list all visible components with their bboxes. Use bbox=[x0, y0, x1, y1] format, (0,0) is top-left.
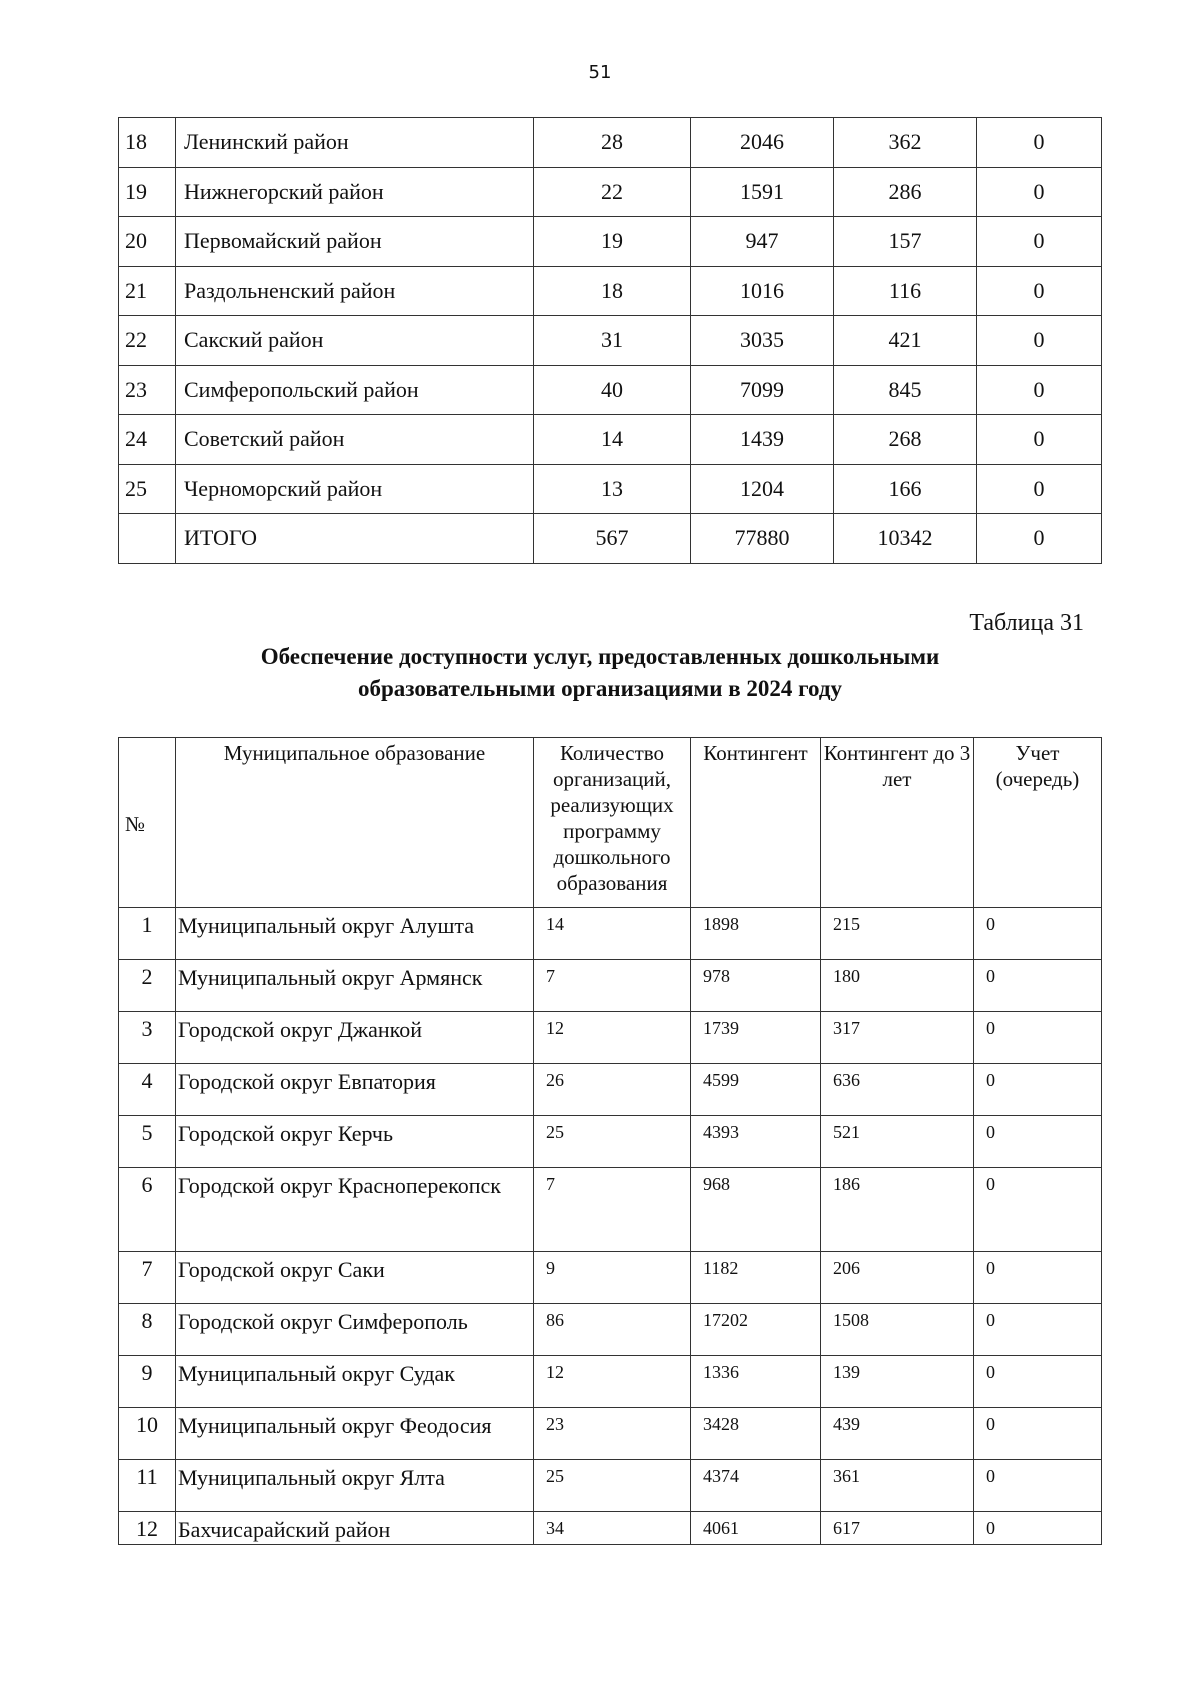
cell-name: Муниципальный округ Ялта bbox=[176, 1460, 534, 1512]
cell-num: 18 bbox=[119, 118, 176, 168]
cell-name: Городской округ Красноперекопск bbox=[176, 1168, 534, 1252]
cell-orgs: 22 bbox=[534, 167, 691, 217]
cell-num: 7 bbox=[119, 1252, 176, 1304]
cell-under3: 617 bbox=[821, 1512, 974, 1545]
cell-orgs: 31 bbox=[534, 316, 691, 366]
cell-num: 24 bbox=[119, 415, 176, 465]
cell-queue: 0 bbox=[974, 908, 1102, 960]
cell-name: Первомайский район bbox=[176, 217, 534, 267]
cell-queue: 0 bbox=[977, 514, 1102, 564]
cell-name: Муниципальный округ Алушта bbox=[176, 908, 534, 960]
cell-name: Ленинский район bbox=[176, 118, 534, 168]
cell-contingent: 1336 bbox=[691, 1356, 821, 1408]
districts-table-continued bbox=[118, 117, 1102, 564]
table-row bbox=[119, 1168, 1102, 1252]
table-row bbox=[119, 217, 1102, 267]
cell-under3: 139 bbox=[821, 1356, 974, 1408]
cell-contingent: 77880 bbox=[691, 514, 834, 564]
cell-under3: 1508 bbox=[821, 1304, 974, 1356]
cell-orgs: 26 bbox=[534, 1064, 691, 1116]
cell-orgs: 12 bbox=[534, 1012, 691, 1064]
table-row bbox=[119, 316, 1102, 366]
cell-num: 20 bbox=[119, 217, 176, 267]
cell-num: 8 bbox=[119, 1304, 176, 1356]
cell-contingent: 1204 bbox=[691, 464, 834, 514]
cell-name: Нижнегорский район bbox=[176, 167, 534, 217]
cell-under3: 166 bbox=[834, 464, 977, 514]
table-row bbox=[119, 1252, 1102, 1304]
cell-contingent: 4393 bbox=[691, 1116, 821, 1168]
page-number: 51 bbox=[588, 62, 612, 83]
table-row bbox=[119, 118, 1102, 168]
cell-under3: 636 bbox=[821, 1064, 974, 1116]
cell-contingent: 1591 bbox=[691, 167, 834, 217]
table-row bbox=[119, 167, 1102, 217]
cell-name: Городской округ Саки bbox=[176, 1252, 534, 1304]
table-row bbox=[119, 1356, 1102, 1408]
table-row bbox=[119, 1304, 1102, 1356]
cell-name: Муниципальный округ Феодосия bbox=[176, 1408, 534, 1460]
cell-under3: 421 bbox=[834, 316, 977, 366]
cell-under3: 286 bbox=[834, 167, 977, 217]
cell-name: ИТОГО bbox=[176, 514, 534, 564]
cell-orgs: 567 bbox=[534, 514, 691, 564]
cell-contingent: 1898 bbox=[691, 908, 821, 960]
table-caption: Таблица 31 bbox=[969, 610, 1084, 636]
cell-contingent: 978 bbox=[691, 960, 821, 1012]
cell-under3: 268 bbox=[834, 415, 977, 465]
cell-orgs: 18 bbox=[534, 266, 691, 316]
cell-under3: 439 bbox=[821, 1408, 974, 1460]
cell-contingent: 4061 bbox=[691, 1512, 821, 1545]
cell-queue: 0 bbox=[977, 464, 1102, 514]
cell-contingent: 3428 bbox=[691, 1408, 821, 1460]
cell-name: Симферопольский район bbox=[176, 365, 534, 415]
cell-num: 21 bbox=[119, 266, 176, 316]
cell-num: 10 bbox=[119, 1408, 176, 1460]
cell-contingent: 7099 bbox=[691, 365, 834, 415]
table-row bbox=[119, 1512, 1102, 1545]
cell-queue: 0 bbox=[977, 217, 1102, 267]
cell-orgs: 9 bbox=[534, 1252, 691, 1304]
cell-contingent: 1016 bbox=[691, 266, 834, 316]
cell-orgs: 13 bbox=[534, 464, 691, 514]
cell-queue: 0 bbox=[974, 1356, 1102, 1408]
cell-queue: 0 bbox=[974, 1460, 1102, 1512]
cell-orgs: 14 bbox=[534, 415, 691, 465]
cell-under3: 361 bbox=[821, 1460, 974, 1512]
table-row bbox=[119, 960, 1102, 1012]
table-row bbox=[119, 464, 1102, 514]
header-org-count: Количество организаций, реализующих программу дошкольного образования bbox=[534, 738, 691, 908]
cell-under3: 186 bbox=[821, 1168, 974, 1252]
cell-contingent: 2046 bbox=[691, 118, 834, 168]
cell-contingent: 1739 bbox=[691, 1012, 821, 1064]
cell-under3: 180 bbox=[821, 960, 974, 1012]
table-row bbox=[119, 415, 1102, 465]
cell-contingent: 947 bbox=[691, 217, 834, 267]
cell-under3: 157 bbox=[834, 217, 977, 267]
cell-num: 12 bbox=[119, 1512, 176, 1545]
cell-name: Бахчисарайский район bbox=[176, 1512, 534, 1545]
table-title bbox=[0, 641, 1200, 705]
cell-orgs: 14 bbox=[534, 908, 691, 960]
cell-num: 6 bbox=[119, 1168, 176, 1252]
cell-name: Муниципальный округ Судак bbox=[176, 1356, 534, 1408]
cell-num: 4 bbox=[119, 1064, 176, 1116]
cell-under3: 116 bbox=[834, 266, 977, 316]
cell-num: 1 bbox=[119, 908, 176, 960]
cell-under3: 362 bbox=[834, 118, 977, 168]
cell-under3: 317 bbox=[821, 1012, 974, 1064]
cell-under3: 215 bbox=[821, 908, 974, 960]
cell-name: Муниципальный округ Армянск bbox=[176, 960, 534, 1012]
cell-queue: 0 bbox=[977, 316, 1102, 366]
cell-orgs: 25 bbox=[534, 1116, 691, 1168]
cell-contingent: 3035 bbox=[691, 316, 834, 366]
header-municipality: Муниципальное образование bbox=[176, 738, 534, 908]
cell-queue: 0 bbox=[974, 1116, 1102, 1168]
cell-orgs: 23 bbox=[534, 1408, 691, 1460]
cell-contingent: 1182 bbox=[691, 1252, 821, 1304]
table-row bbox=[119, 266, 1102, 316]
cell-queue: 0 bbox=[974, 1064, 1102, 1116]
cell-num: 19 bbox=[119, 167, 176, 217]
cell-orgs: 19 bbox=[534, 217, 691, 267]
cell-under3: 10342 bbox=[834, 514, 977, 564]
cell-num: 3 bbox=[119, 1012, 176, 1064]
header-queue: Учет (очередь) bbox=[974, 738, 1102, 908]
header-num: № bbox=[119, 738, 176, 908]
table-row bbox=[119, 1012, 1102, 1064]
cell-orgs: 7 bbox=[534, 960, 691, 1012]
cell-num bbox=[119, 514, 176, 564]
table-row bbox=[119, 1408, 1102, 1460]
cell-queue: 0 bbox=[974, 1408, 1102, 1460]
cell-num: 5 bbox=[119, 1116, 176, 1168]
cell-under3: 845 bbox=[834, 365, 977, 415]
cell-queue: 0 bbox=[974, 1012, 1102, 1064]
cell-queue: 0 bbox=[977, 266, 1102, 316]
cell-queue: 0 bbox=[977, 415, 1102, 465]
cell-queue: 0 bbox=[974, 960, 1102, 1012]
table-title-line-1: Обеспечение доступности услуг, предоставленных дошкольными bbox=[260, 644, 940, 669]
cell-contingent: 1439 bbox=[691, 415, 834, 465]
cell-orgs: 12 bbox=[534, 1356, 691, 1408]
cell-name: Городской округ Джанкой bbox=[176, 1012, 534, 1064]
cell-orgs: 40 bbox=[534, 365, 691, 415]
cell-orgs: 34 bbox=[534, 1512, 691, 1545]
table-row bbox=[119, 908, 1102, 960]
cell-num: 23 bbox=[119, 365, 176, 415]
cell-orgs: 86 bbox=[534, 1304, 691, 1356]
cell-queue: 0 bbox=[977, 118, 1102, 168]
cell-num: 9 bbox=[119, 1356, 176, 1408]
cell-num: 22 bbox=[119, 316, 176, 366]
table-row bbox=[119, 514, 1102, 564]
preschool-services-table bbox=[118, 737, 1102, 1545]
cell-num: 11 bbox=[119, 1460, 176, 1512]
cell-orgs: 28 bbox=[534, 118, 691, 168]
table-row bbox=[119, 1116, 1102, 1168]
header-row bbox=[119, 738, 1102, 908]
cell-under3: 521 bbox=[821, 1116, 974, 1168]
cell-queue: 0 bbox=[974, 1512, 1102, 1545]
cell-num: 2 bbox=[119, 960, 176, 1012]
cell-queue: 0 bbox=[974, 1304, 1102, 1356]
cell-name: Черноморский район bbox=[176, 464, 534, 514]
table-row bbox=[119, 365, 1102, 415]
cell-name: Городской округ Керчь bbox=[176, 1116, 534, 1168]
cell-name: Городской округ Евпатория bbox=[176, 1064, 534, 1116]
cell-under3: 206 bbox=[821, 1252, 974, 1304]
header-contingent-under-3: Контингент до 3 лет bbox=[821, 738, 974, 908]
cell-contingent: 4374 bbox=[691, 1460, 821, 1512]
cell-queue: 0 bbox=[977, 167, 1102, 217]
table-title-line-2: образовательными организациями в 2024 году bbox=[358, 676, 842, 701]
cell-name: Городской округ Симферополь bbox=[176, 1304, 534, 1356]
cell-queue: 0 bbox=[974, 1252, 1102, 1304]
table-row bbox=[119, 1460, 1102, 1512]
cell-queue: 0 bbox=[974, 1168, 1102, 1252]
cell-name: Раздольненский район bbox=[176, 266, 534, 316]
header-contingent: Контингент bbox=[691, 738, 821, 908]
table-row bbox=[119, 1064, 1102, 1116]
cell-contingent: 17202 bbox=[691, 1304, 821, 1356]
cell-orgs: 7 bbox=[534, 1168, 691, 1252]
cell-name: Советский район bbox=[176, 415, 534, 465]
cell-contingent: 4599 bbox=[691, 1064, 821, 1116]
cell-contingent: 968 bbox=[691, 1168, 821, 1252]
cell-queue: 0 bbox=[977, 365, 1102, 415]
cell-num: 25 bbox=[119, 464, 176, 514]
cell-orgs: 25 bbox=[534, 1460, 691, 1512]
cell-name: Сакский район bbox=[176, 316, 534, 366]
